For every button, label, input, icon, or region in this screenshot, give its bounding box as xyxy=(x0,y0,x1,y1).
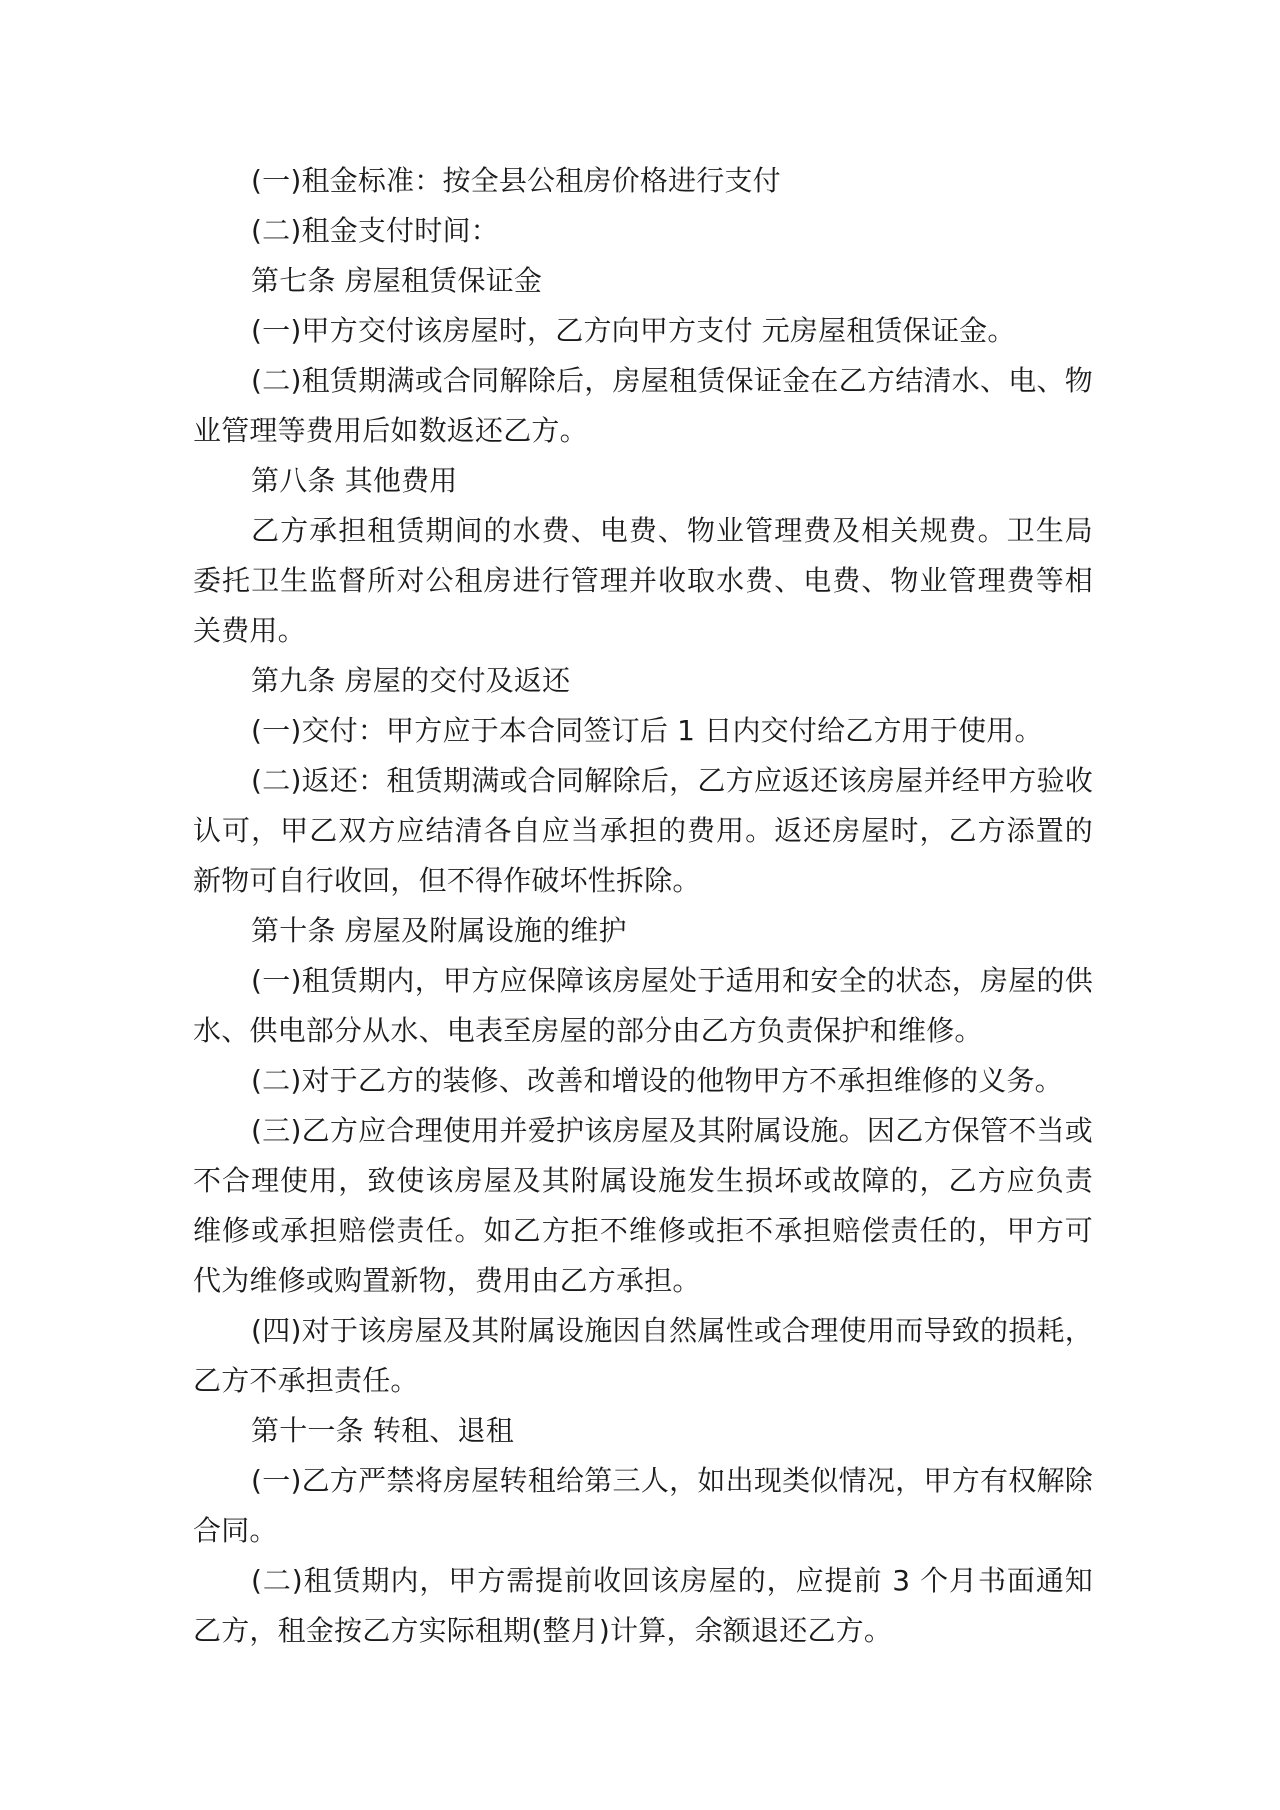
document-body xyxy=(193,156,1093,1656)
paragraph-rent-payment-time: (二)租金支付时间： xyxy=(251,214,499,247)
paragraph-sublet-1: (一)乙方严禁将房屋转租给第三人，如出现类似情况，甲方有权解除合同。 xyxy=(193,1464,1093,1547)
paragraph-maintenance-2: (二)对于乙方的装修、改善和增设的他物甲方不承担维修的义务。 xyxy=(251,1064,1063,1097)
paragraph-rent-standard: (一)租金标准：按全县公租房价格进行支付 xyxy=(251,164,781,197)
paragraph-return: (二)返还：租赁期满或合同解除后，乙方应返还该房屋并经甲方验收认可，甲乙双方应结清各自应当承担的费用。返还房屋时，乙方添置的新物可自行收回，但不得作破坏性拆除。 xyxy=(193,764,1093,897)
paragraph-deposit-1: (一)甲方交付该房屋时，乙方向甲方支付 元房屋租赁保证金。 xyxy=(251,314,1016,347)
heading-article-9: 第九条 房屋的交付及返还 xyxy=(251,664,571,697)
heading-article-8: 第八条 其他费用 xyxy=(251,464,458,497)
heading-article-11: 第十一条 转租、退租 xyxy=(251,1414,514,1447)
paragraph-delivery: (一)交付：甲方应于本合同签订后 1 日内交付给乙方用于使用。 xyxy=(251,714,1043,747)
heading-article-10: 第十条 房屋及附属设施的维护 xyxy=(251,914,627,947)
heading-article-7: 第七条 房屋租赁保证金 xyxy=(251,264,543,297)
paragraph-deposit-2: (二)租赁期满或合同解除后，房屋租赁保证金在乙方结清水、电、物业管理等费用后如数返还乙方。 xyxy=(193,364,1093,447)
paragraph-maintenance-4: (四)对于该房屋及其附属设施因自然属性或合理使用而导致的损耗，乙方不承担责任。 xyxy=(193,1314,1093,1397)
paragraph-maintenance-1: (一)租赁期内，甲方应保障该房屋处于适用和安全的状态，房屋的供水、供电部分从水、电表至房屋的部分由乙方负责保护和维修。 xyxy=(193,964,1093,1047)
paragraph-other-fees: 乙方承担租赁期间的水费、电费、物业管理费及相关规费。卫生局委托卫生监督所对公租房进行管理并收取水费、电费、物业管理费等相关费用。 xyxy=(193,514,1093,647)
paragraph-maintenance-3: (三)乙方应合理使用并爱护该房屋及其附属设施。因乙方保管不当或不合理使用，致使该房屋及其附属设施发生损坏或故障的，乙方应负责维修或承担赔偿责任。如乙方拒不维修或拒不承担赔偿责任的，甲方可代为维修或购置新物，费用由乙方承担。 xyxy=(193,1114,1093,1297)
paragraph-sublet-2: (二)租赁期内，甲方需提前收回该房屋的，应提前 3 个月书面通知乙方，租金按乙方实际租期(整月)计算，余额退还乙方。 xyxy=(193,1564,1093,1647)
